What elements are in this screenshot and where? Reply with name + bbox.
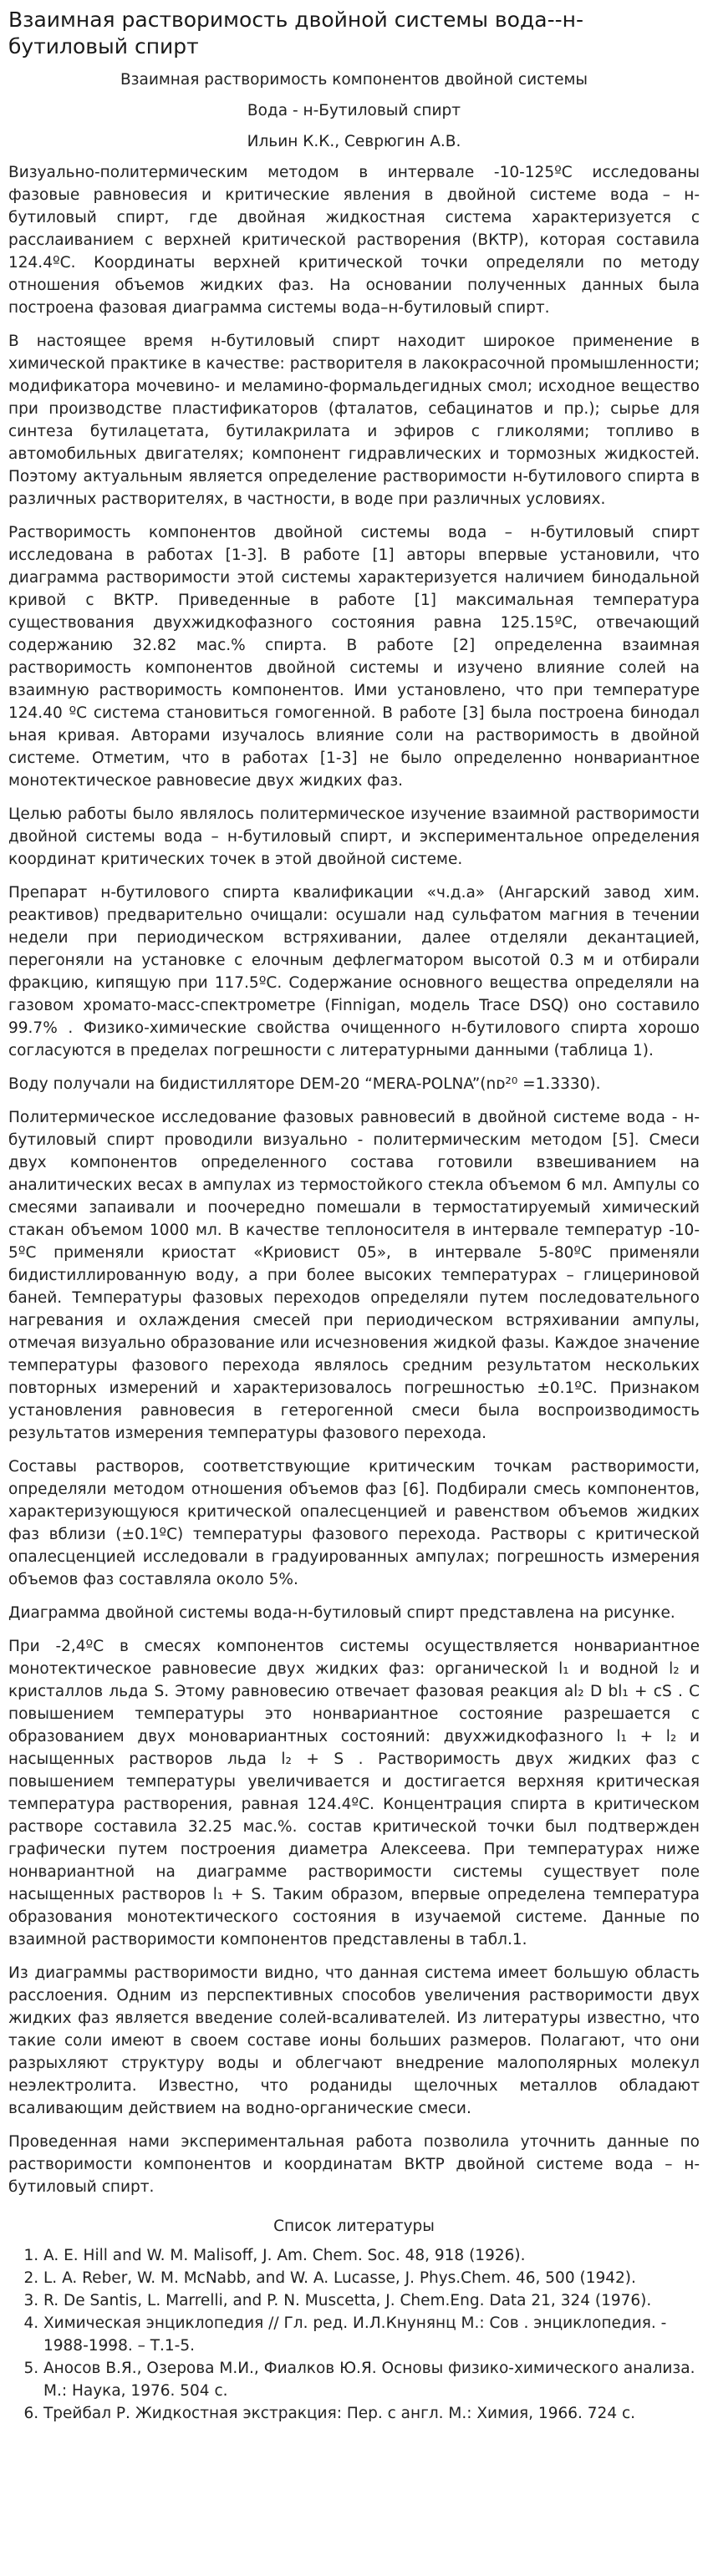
system-name: Вода - н-Бутиловый спирт	[247, 102, 461, 119]
references-title: Список литературы	[273, 2218, 435, 2235]
paragraph-literature: Растворимость компонентов двойной системы вода – н-бутиловый спирт исследована в работах [1-3]. В работе [1] авторы впервые установили, что диаграмма растворимости этой системы характеризуется наличием бинодальной кривой с ВКТР. Приведенные в работе [1] максимальная температура существования двухжидкофазного состояния равна 125.15ºС, отвечающий содержанию 32.82 мас.% спирта. В работе [2] определенна взаимная растворимость компонентов двойной системы и изучено влияние солей на взаимную растворимость компонентов. Ими установлено, что при температуре 124.40 ºС система становиться гомогенной. В работе [3] была построена бинодал ьная кривая. Авторами изучалось влияние соли на растворимость в двойной системе. Отметим, что в работах [1-3] не было определенно нонвариантное монотектическое равновесие двух жидких фаз.	[8, 524, 700, 790]
paragraph-method: Политермическое исследование фазовых равновесий в двойной системе вода - н-бутиловый спирт проводили визуально - политермическим методом [5]. Смеси двух компонентов определенного состава готовили взвешиванием на аналитических весах в ампулах из термостойкого стекла объемом 6 мл. Ампулы со смесями запаивали и поочередно помешали в термостатируемый химический стакан объемом 1000 мл. В качестве теплоносителя в интервале температур -10-5ºС применяли криостат «Криовист 05», в интервале 5-80ºС применяли бидистиллированную воду, а при более высоких температурах – глицериновой баней. Температуры фазовых переходов определяли путем последовательного нагревания и охлаждения смесей при периодическом встряхивании ампулы, отмечая визуально образование или исчезновения жидкой фазы. Каждое значение температуры фазового перехода являлось средним результатом нескольких повторных измерений и характеризовалось погрешностью ±0.1ºС. Признаком установления равновесия в гетерогенной смеси была воспроизводимость результатов измерения температуры фазового перехода.	[8, 1109, 700, 1442]
paragraph-salting-in: Из диаграммы растворимости видно, что данная система имеет большую область расслоения. Одним из перспективных способов увеличения растворимости двух жидких фаз является введение солей-всаливателей. Из литературы известно, что такие соли имеют в своем составе ионы больших размеров. Полагают, что они разрыхляют структуру воды и облегчают внедрение малополярных молекул неэлектролита. Известно, что роданиды щелочных металлов обладают всаливающим действием на водно-органические смеси.	[8, 1964, 700, 2117]
references-list	[8, 2244, 700, 2425]
page-title: Взаимная растворимость двойной системы вода--н-бутиловый спирт	[8, 8, 583, 58]
paragraph-critical-points: Составы растворов, соответствующие критическим точкам растворимости, определяли методом отношения объемов фаз [6]. Подбирали смесь компонентов, характеризующуюся критической опалесценцией и равенством объемов жидких фаз вблизи (±0.1ºС) температуры фазового перехода. Растворы с критической опалесценцией исследовали в градуированных ампулах; погрешность измерения объемов фаз составляла около 5%.	[8, 1458, 700, 1588]
paragraph-abstract: Визуально-политермическим методом в интервале -10-125ºС исследованы фазовые равновесия и критические явления в двойной системе вода – н-бутиловый спирт, где двойная жидкостная система характеризуется с расслаиванием с верхней критической растворения (ВКТР), которая составила 124.4ºС. Координаты верхней критической точки определяли по методу отношения объемов жидких фаз. На основании полученных данных была построена фазовая диаграмма системы вода–н-бутиловый спирт.	[8, 164, 700, 317]
paragraph-water-prep: Воду получали на бидистилляторе DEM-20 “MERA-POLNA”(nᴅ²⁰ =1.3330).	[8, 1075, 601, 1093]
paragraph-aim: Целью работы было являлось политермическое изучение взаимной растворимости двойной системы вода – н-бутиловый спирт, и экспериментальное определения координат критических точек в этой двойной системе.	[8, 805, 700, 868]
reference-item: 3. R. De Santis, L. Marrelli, and P. N. Muscetta, J. Chem.Eng. Data 21, 324 (1976).	[43, 2289, 700, 2312]
reference-item: 1. A. E. Hill and W. M. Malisoff, J. Am. Chem. Soc. 48, 918 (1926).	[43, 2244, 700, 2267]
paragraph-butanol-prep: Препарат н-бутилового спирта квалификации «ч.д.а» (Ангарский завод хим. реактивов) предварительно очищали: осушали над сульфатом магния в течении недели при периодическом встряхивании, далее отделяли декантацией, перегоняли на установке с елочным дефлегматором высотой 0.3 м и отбирали фракцию, кипящую при 117.5ºС. Содержание основного вещества определяли на газовом хромато-масс-спектрометре (Finnigan, модель Trace DSQ) оно составило 99.7% . Физико-химические свойства очищенного н-бутилового спирта хорошо согласуются в пределах погрешности с литературными данными (таблица 1).	[8, 884, 700, 1059]
article-body	[8, 161, 700, 2198]
paragraph-results: При -2,4ºС в смесях компонентов системы осуществляется нонвариантное монотектическое равновесие двух жидких фаз: органической l₁ и водной l₂ и кристаллов льда S. Этому равновесию отвечает фазовая реакция al₂ D bl₁ + cS . С повышением температуры это нонвариантное состояние разрешается с образованием двух моновариантных состояний: двухжидкофазного l₁ + l₂ и насыщенных растворов льда l₂ + S . Растворимость двух жидких фаз с повышением температуры увеличивается и достигается верхняя критическая температура растворения, равная 124.4ºС. Концентрация спирта в критическом растворе составила 32.25 мас.%. состав критической точки был подтвержден графически путем построения диаметра Алексеева. При температурах ниже нонвариантной на диаграмме растворимости системы существует поле насыщенных растворов l₁ + S. Таким образом, впервые определена температура образования монотектического состояния в изучаемой системе. Данные по взаимной растворимости компонентов представлены в табл.1.	[8, 1638, 700, 1949]
reference-item: 5. Аносов В.Я., Озерова М.И., Фиалков Ю.Я. Основы физико-химического анализа. М.: Наука, 1976. 504 с.	[43, 2357, 700, 2402]
paragraph-diagram-ref: Диаграмма двойной системы вода-н-бутиловый спирт представлена на рисунке.	[8, 1604, 675, 1622]
authors: Ильин К.К., Севрюгин А.В.	[247, 133, 461, 150]
paragraph-applications: В настоящее время н-бутиловый спирт находит широкое применение в химической практике в качестве: растворителя в лакокрасочной промышленности; модификатора мочевино- и меламино-формальдегидных смол; исходное вещество при производстве пластификаторов (фталатов, себацинатов и пр.); сырье для синтеза бутилацетата, бутилакрилата и эфиров с гликолями; топливо в автомобильных двигателях; компонент гидравлических и тормозных жидкостей. Поэтому актуальным является определение растворимости н-бутилового спирта в различных растворителях, в частности, в воде при различных условиях.	[8, 333, 700, 508]
paragraph-conclusion: Проведенная нами экспериментальная работа позволила уточнить данные по растворимости компонентов и координатам ВКТР двойной системе вода – н-бутиловый спирт.	[8, 2133, 700, 2196]
reference-item: 6. Трейбал Р. Жидкостная экстракция: Пер. с англ. М.: Химия, 1966. 724 с.	[43, 2402, 700, 2425]
article-header	[8, 69, 700, 153]
reference-item: 4. Химическая энциклопедия // Гл. ред. И.Л.Кнунянц М.: Сов . энциклопедия. - 1988-1998. – Т.1-5.	[43, 2312, 700, 2357]
references-section	[8, 2215, 700, 2425]
article-subtitle: Взаимная растворимость компонентов двойной системы	[120, 71, 588, 89]
reference-item: 2. L. A. Reber, W. M. McNabb, and W. A. Lucasse, J. Phys.Chem. 46, 500 (1942).	[43, 2267, 700, 2289]
